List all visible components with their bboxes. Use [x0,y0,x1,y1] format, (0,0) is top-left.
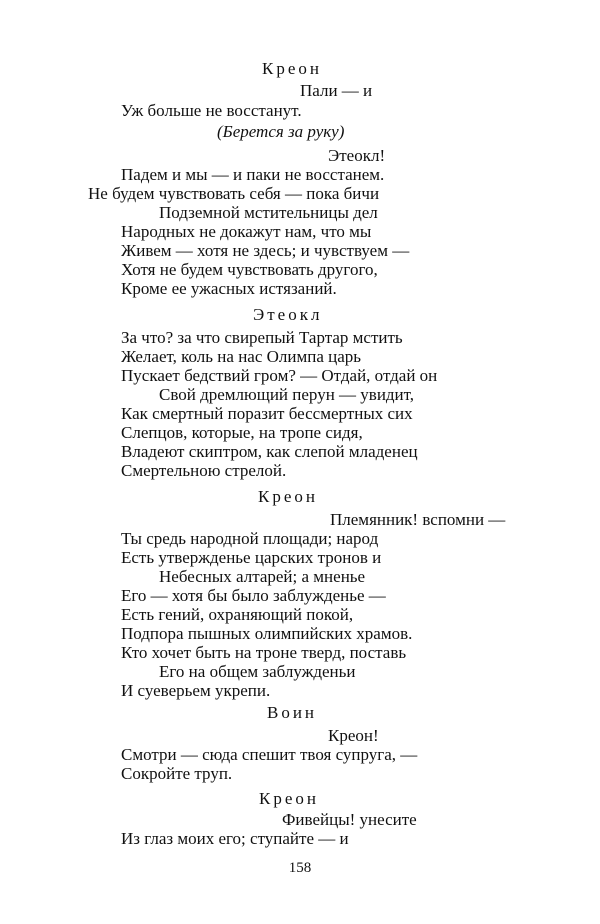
verse-line: Владеют скиптром, как слепой младенец [121,442,418,461]
verse-line: Сокройте труп. [121,764,233,783]
verse-line: Не будем чувствовать себя — пока бичи [88,184,380,203]
verse-line: Этеокл! [328,146,386,165]
verse-line: Народных не докажут нам, что мы [121,222,372,241]
verse-line: Свой дремлющий перун — увидит, [159,385,415,404]
speaker-name: Этеокл [253,305,323,324]
verse-line: Смотри — сюда спешит твоя супруга, — [121,745,418,764]
verse-line: Пали — и [300,81,373,100]
verse-line: Подпора пышных олимпийских храмов. [121,624,413,643]
verse-line: Как смертный поразит бессмертных сих [121,404,413,423]
verse-line: Его на общем заблужденьи [159,662,356,681]
verse-line: Подземной мстительницы дел [159,203,378,222]
speaker-name: Креон [258,487,318,506]
verse-line: И суеверьем укрепи. [121,681,271,700]
page-number: 158 [288,860,312,876]
verse-line: Его — хотя бы было заблужденье — [121,586,386,605]
verse-line: Креон! [328,726,379,745]
verse-line: Желает, коль на нас Олимпа царь [121,347,362,366]
speaker-name: Креон [259,789,319,808]
verse-line: Пускает бедствий гром? — Отдай, отдай он [121,366,438,385]
verse-line: Уж больше не восстанут. [121,101,302,120]
verse-line: Смертельною стрелой. [121,461,287,480]
verse-line: Живем — хотя не здесь; и чувствуем — [121,241,410,260]
stage-direction: (Берется за руку) [217,122,345,141]
verse-line: Ты средь народной площади; народ [121,529,379,548]
verse-line: Есть гений, охраняющий покой, [121,605,354,624]
speaker-name: Воин [267,703,318,722]
verse-line: Небесных алтарей; а мненье [159,567,366,586]
verse-line: Слепцов, которые, на тропе сидя, [121,423,363,442]
verse-line: Хотя не будем чувствовать другого, [121,260,378,279]
verse-line: Падем и мы — и паки не восстанем. [121,165,385,184]
verse-line: Кроме ее ужасных истязаний. [121,279,337,298]
verse-line: Фивейцы! унесите [282,810,417,829]
verse-line: Племянник! вспомни — [330,510,506,529]
verse-line: Из глаз моих его; ступайте — и [121,829,349,848]
verse-line: Есть утвержденье царских тронов и [121,548,382,567]
verse-line: Кто хочет быть на троне тверд, поставь [121,643,407,662]
speaker-name: Креон [262,59,322,78]
verse-line: За что? за что свирепый Тартар мстить [121,328,403,347]
